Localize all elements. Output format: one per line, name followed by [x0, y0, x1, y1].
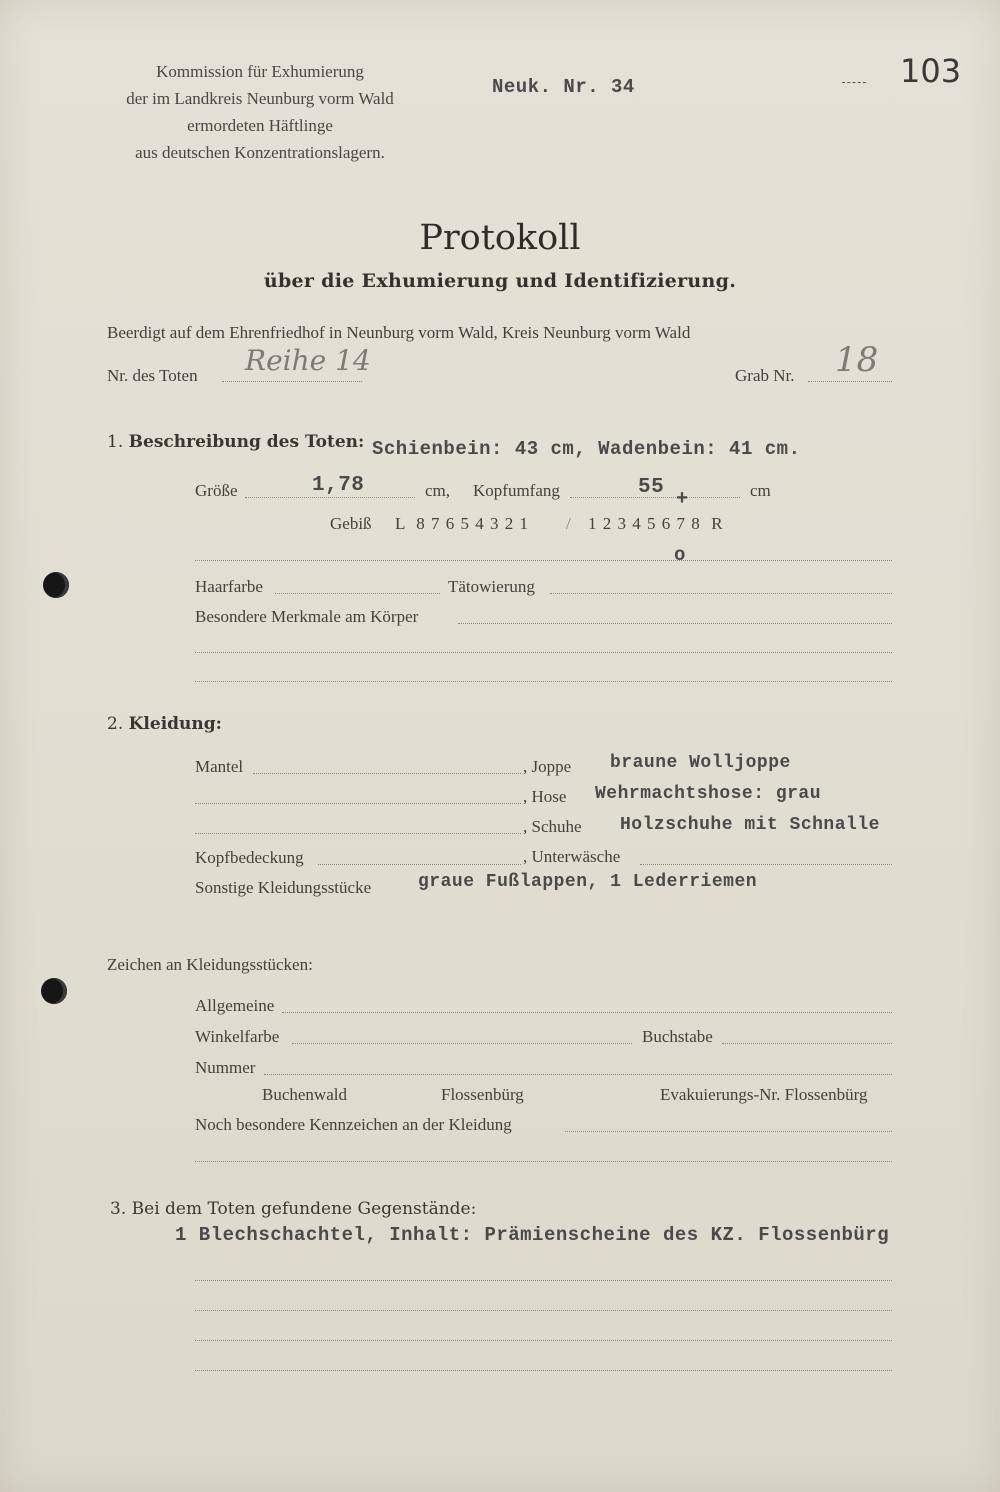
coat-line-3: [195, 833, 521, 834]
number-label: Nummer: [195, 1058, 256, 1077]
dead-number-value: Reihe 14: [245, 344, 371, 377]
punch-hole-top: [43, 572, 69, 598]
section-1-heading: [107, 432, 364, 452]
jacket-label: , Joppe: [523, 757, 572, 776]
body-marks-line-2: [195, 652, 892, 653]
flossenburg-label: Flossenbürg: [441, 1085, 524, 1104]
hair-color-line: [275, 593, 440, 594]
headwear-label: Kopfbedeckung: [195, 848, 304, 867]
section-number: 3.: [110, 1199, 127, 1219]
authority-line: Kommission für Exhumierung: [156, 62, 364, 81]
dead-number-label: Nr. des Toten: [107, 366, 198, 385]
grave-number-line: [808, 381, 892, 382]
shoes-label: , Schuhe: [523, 817, 582, 836]
dead-number-line: [222, 381, 362, 382]
underwear-label: , Unterwäsche: [523, 847, 621, 866]
badge-color-line: [292, 1043, 632, 1044]
teeth-left: L 8 7 6 5 4 3 2 1: [395, 514, 530, 533]
general-marks-label: Allgemeine: [195, 996, 275, 1015]
bone-measurements: Schienbein: 43 cm, Wadenbein: 41 cm.: [372, 438, 801, 460]
height-line: [245, 497, 415, 498]
found-items-line-1: [195, 1280, 892, 1281]
grave-number-label: Grab Nr.: [735, 366, 795, 385]
number-line: [264, 1074, 892, 1075]
other-marks-line: [565, 1131, 892, 1132]
section-title: Beschreibung des Toten:: [128, 432, 365, 452]
trousers-label: , Hose: [523, 787, 567, 806]
burial-location: Beerdigt auf dem Ehrenfriedhof in Neunburg vorm Wald, Kreis Neunburg vorm Wald: [107, 323, 691, 342]
reference-number: Neuk. Nr. 34: [492, 76, 635, 98]
buchenwald-label: Buchenwald: [262, 1085, 347, 1104]
section-number: 2.: [107, 714, 124, 734]
page-title: Protokoll: [419, 218, 581, 258]
page-subtitle: über die Exhumierung und Identifizierung.: [263, 270, 737, 292]
punch-hole-bottom: [41, 978, 67, 1004]
other-marks-line-2: [195, 1161, 892, 1162]
badge-color-label: Winkelfarbe: [195, 1027, 280, 1046]
section-number: 1.: [107, 432, 124, 452]
height-unit: cm,: [425, 481, 451, 500]
head-circumference-unit: cm: [750, 481, 771, 500]
headwear-line: [318, 864, 521, 865]
authority-line: der im Landkreis Neunburg vorm Wald: [126, 89, 394, 108]
jacket-value: braune Wolljoppe: [610, 753, 791, 773]
letter-label: Buchstabe: [642, 1027, 713, 1046]
teeth-mark: o: [674, 544, 686, 566]
body-marks-line: [458, 623, 892, 624]
coat-line-2: [195, 803, 521, 804]
underwear-line: [640, 864, 892, 865]
section-2-heading: [107, 714, 222, 734]
other-clothing-value: graue Fußlappen, 1 Lederriemen: [418, 872, 758, 892]
body-marks-line-3: [195, 681, 892, 682]
tattoo-label: Tätowierung: [448, 577, 535, 596]
letter-line: [722, 1043, 892, 1044]
found-items-line-3: [195, 1340, 892, 1341]
head-circumference-label: Kopfumfang: [473, 481, 560, 500]
general-marks-line: [282, 1012, 892, 1013]
other-marks-label: Noch besondere Kennzeichen an der Kleidung: [195, 1115, 512, 1134]
hair-color-label: Haarfarbe: [195, 577, 263, 596]
other-clothing-label: Sonstige Kleidungsstücke: [195, 878, 372, 897]
evacuation-number-label: Evakuierungs-Nr. Flossenbürg: [660, 1085, 868, 1104]
found-items-line-2: [195, 1310, 892, 1311]
section-title: Kleidung:: [128, 714, 222, 734]
teeth-separator: /: [566, 514, 571, 533]
coat-line: [253, 773, 521, 774]
head-circumference-value: 55: [638, 476, 665, 499]
issuing-authority: [100, 58, 420, 166]
section-title: Bei dem Toten gefundene Gegenstände:: [131, 1199, 477, 1219]
found-items-line-4: [195, 1370, 892, 1371]
head-circumference-mark: +: [676, 488, 689, 511]
teeth-right: 1 2 3 4 5 6 7 8 R: [588, 514, 724, 533]
trousers-value: Wehrmachtshose: grau: [595, 784, 822, 804]
found-items-value: 1 Blechschachtel, Inhalt: Prämienscheine des KZ. Flossenbürg: [175, 1224, 890, 1246]
teeth-line: [195, 560, 892, 561]
shoes-value: Holzschuhe mit Schnalle: [620, 815, 880, 835]
teeth-label: Gebiß: [330, 514, 372, 533]
authority-line: aus deutschen Konzentrationslagern.: [135, 143, 385, 162]
tattoo-line: [550, 593, 892, 594]
page-number-dashes: [842, 82, 866, 83]
height-label: Größe: [195, 481, 238, 500]
section-3-heading: [110, 1199, 476, 1219]
grave-number-value: 18: [835, 340, 879, 380]
clothing-marks-heading: Zeichen an Kleidungsstücken:: [107, 955, 313, 974]
page-number: 103: [900, 52, 962, 90]
body-marks-label: Besondere Merkmale am Körper: [195, 607, 419, 626]
height-value: 1,78: [312, 474, 365, 497]
authority-line: ermordeten Häftlinge: [187, 116, 333, 135]
coat-label: Mantel: [195, 757, 244, 776]
